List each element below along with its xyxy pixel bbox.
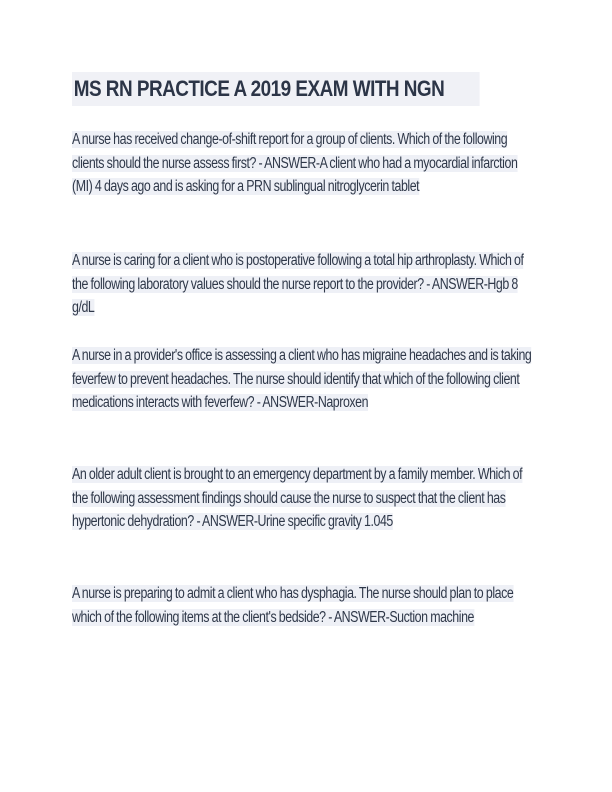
page-title: MS RN PRACTICE A 2019 EXAM WITH NGN [72,72,480,106]
qa-item-text: A nurse is preparing to admit a client who has dysphagia. The nurse should plan to place which of the following items at the client's bedside? - ANSWER-Suction machine [72,585,514,626]
qa-item-text: A nurse is caring for a client who is postoperative following a total hip arthroplasty. Which of the following laboratory values should the nurse report to the provider? - ANSWER-Hgb 8 g/dL [72,252,524,316]
qa-item-1 [72,128,538,199]
qa-item-text: An older adult client is brought to an emergency department by a family member. Which of the following assessment findings should cause the nurse to suspect that the client has hypertonic dehydration? - ANSWER-Urine specific gravity 1.045 [72,466,523,530]
qa-item-5 [72,582,538,629]
qa-item-2 [72,249,538,320]
qa-item-3 [72,344,538,415]
qa-item-text: A nurse in a provider's office is assessing a client who has migraine headaches and is taking feverfew to prevent headaches. The nurse should identify that which of the following client medications interacts with feverfew? - ANSWER-Naproxen [72,347,532,411]
qa-item-4 [72,463,538,534]
qa-item-text: A nurse has received change-of-shift report for a group of clients. Which of the following clients should the nurse assess first? - ANSWER-A client who had a myocardial infarction (MI) 4 days ago and is asking for a PRN sublingual nitroglycerin tablet [72,131,518,195]
